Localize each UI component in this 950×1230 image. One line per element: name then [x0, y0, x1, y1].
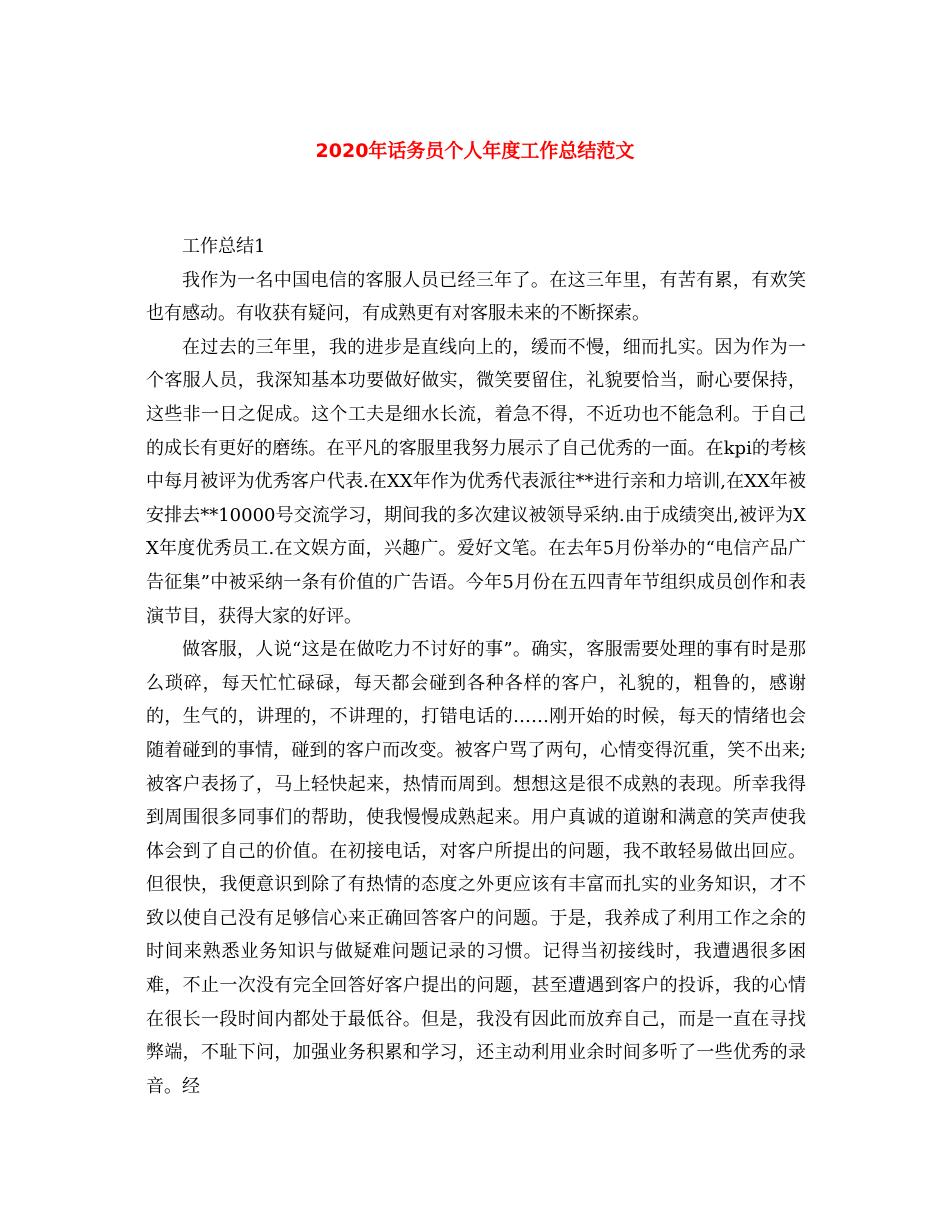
paragraph-customer-service: 做客服，人说“这是在做吃力不讨好的事”。确实，客服需要处理的事有时是那么琐碎，每天忙忙碌碌，每天都会碰到各种各样的客户，礼貌的，粗鲁的，感谢的，生气的，讲理的，不讲理的，打错电话的……刚开始的时候，每天的情绪也会随着碰到的事情，碰到的客户而改变。被客户骂了两句，心情变得沉重，笑不出来;被客户表扬了，马上轻快起来，热情而周到。想想这是很不成熟的表现。所幸我得到周围很多同事们的帮助，使我慢慢成熟起来。用户真诚的道谢和满意的笑声使我体会到了自己的价值。在初接电话，对客户所提出的问题，我不敢轻易做出回应。但很快，我便意识到除了有热情的态度之外更应该有丰富而扎实的业务知识，才不致以使自己没有足够信心来正确回答客户的问题。于是，我养成了利用工作之余的时间来熟悉业务知识与做疑难问题记录的习惯。记得当初接线时，我遭遇很多困难，不止一次没有完全回答好客户提出的问题，甚至遭遇到客户的投诉，我的心情在很长一段时间内都处于最低谷。但是，我没有因此而放弃自己，而是一直在寻找弊端，不耻下问，加强业务积累和学习，还主动利用业余时间多听了一些优秀的录音。经	[146, 639, 806, 1097]
document-body	[146, 230, 806, 1103]
section-heading: 工作总结1	[182, 236, 266, 257]
paragraph-intro: 我作为一名中国电信的客服人员已经三年了。在这三年里，有苦有累，有欢笑也有感动。有收获有疑问，有成熟更有对客服未来的不断探索。	[146, 269, 806, 325]
document-title: 2020年话务员个人年度工作总结范文	[315, 140, 635, 162]
paragraph-progress: 在过去的三年里，我的进步是直线向上的，缓而不慢，细而扎实。因为作为一个客服人员，我深知基本功要做好做实，微笑要留住，礼貌要恰当，耐心要保持，这些非一日之促成。这个工夫是细水长流，着急不得，不近功也不能急利。于自己的成长有更好的磨练。在平凡的客服里我努力展示了自己优秀的一面。在kpi的考核中每月被评为优秀客户代表.在XX年作为优秀代表派往**进行亲和力培训,在XX年被安排去**10000号交流学习，期间我的多次建议被领导采纳.由于成绩突出,被评为XX年度优秀员工.在文娱方面，兴趣广。爱好文笔。在去年5月份举办的“电信产品广告征集”中被采纳一条有价值的广告语。今年5月份在五四青年节组织成员创作和表演节目，获得大家的好评。	[146, 336, 806, 627]
